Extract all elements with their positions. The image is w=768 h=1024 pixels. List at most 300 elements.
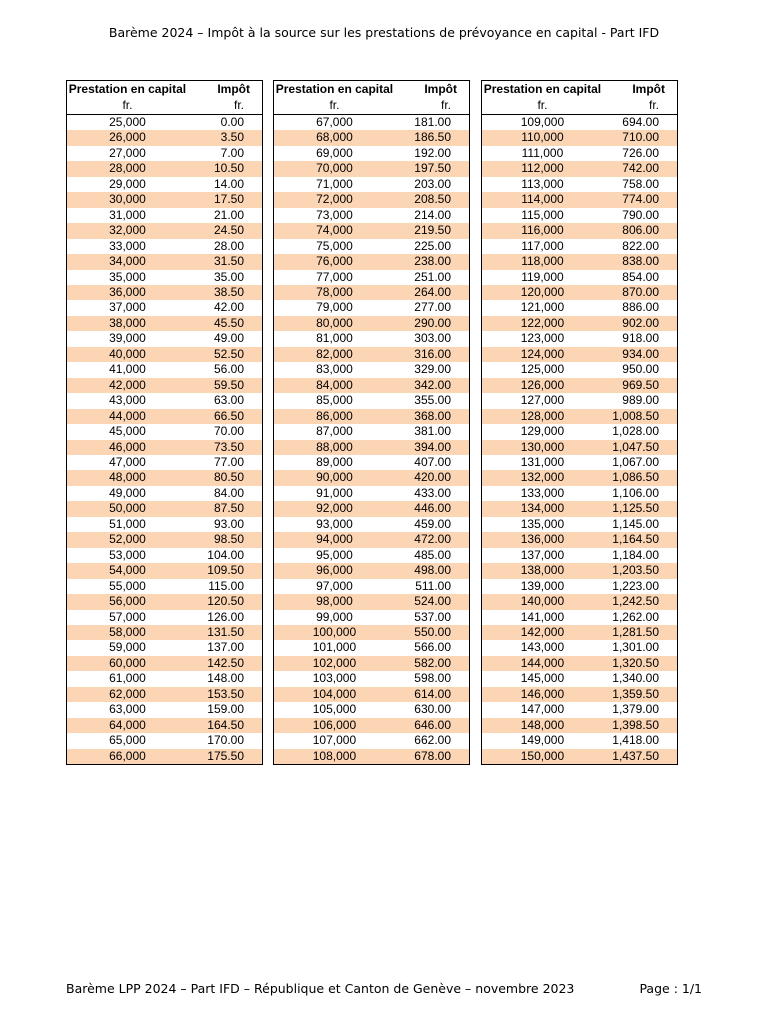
impot-cell: 662.00 xyxy=(414,733,451,748)
table-row xyxy=(482,409,677,424)
table-row xyxy=(482,300,677,315)
table-row xyxy=(274,517,469,532)
impot-cell: 790.00 xyxy=(622,207,659,222)
prestation-cell: 32,000 xyxy=(67,223,188,238)
table-row xyxy=(274,316,469,331)
impot-cell: 598.00 xyxy=(414,671,451,686)
impot-cell: 56.00 xyxy=(213,362,244,377)
table-row xyxy=(482,424,677,439)
table-row xyxy=(274,532,469,547)
prestation-cell: 104,000 xyxy=(274,687,395,702)
table-row xyxy=(67,130,262,145)
prestation-cell: 45,000 xyxy=(109,424,146,439)
table-row xyxy=(274,409,469,424)
impot-cell: 120.50 xyxy=(188,594,262,609)
table-row xyxy=(67,671,262,686)
impot-cell: 329.00 xyxy=(414,362,451,377)
table-row xyxy=(482,455,677,470)
table-row xyxy=(274,656,469,671)
prestation-cell: 90,000 xyxy=(274,470,395,485)
table-row xyxy=(482,517,677,532)
impot-cell: 420.00 xyxy=(395,470,469,485)
table-row xyxy=(67,223,262,238)
impot-cell: 38.50 xyxy=(188,285,262,300)
rate-table-3 xyxy=(481,80,678,765)
impot-cell: 264.00 xyxy=(395,285,469,300)
table-row xyxy=(67,146,262,161)
impot-cell: 21.00 xyxy=(213,207,244,222)
table-row xyxy=(67,161,262,176)
prestation-cell: 102,000 xyxy=(274,656,395,671)
impot-cell: 52.50 xyxy=(188,347,262,362)
prestation-cell: 87,000 xyxy=(316,424,353,439)
prestation-cell: 33,000 xyxy=(109,238,146,253)
prestation-cell: 126,000 xyxy=(482,378,603,393)
prestation-cell: 88,000 xyxy=(274,440,395,455)
impot-cell: 10.50 xyxy=(188,161,262,176)
table-row xyxy=(274,300,469,315)
impot-cell: 822.00 xyxy=(622,238,659,253)
impot-cell: 42.00 xyxy=(213,300,244,315)
impot-cell: 646.00 xyxy=(395,718,469,733)
prestation-cell: 43,000 xyxy=(109,393,146,408)
prestation-cell: 73,000 xyxy=(316,207,353,222)
impot-cell: 446.00 xyxy=(395,501,469,516)
table-unit-row xyxy=(482,97,677,115)
prestation-cell: 69,000 xyxy=(316,145,353,160)
impot-cell: 316.00 xyxy=(395,347,469,362)
prestation-cell: 125,000 xyxy=(520,362,565,377)
header-impot: Impôt xyxy=(424,82,457,96)
impot-cell: 164.50 xyxy=(188,718,262,733)
table-row xyxy=(274,749,469,764)
table-row xyxy=(67,254,262,269)
table-row xyxy=(67,594,262,609)
prestation-cell: 70,000 xyxy=(274,161,395,176)
impot-cell: 969.50 xyxy=(603,378,677,393)
table-row xyxy=(274,594,469,609)
impot-cell: 1,301.00 xyxy=(612,640,659,655)
impot-cell: 214.00 xyxy=(414,207,451,222)
impot-cell: 726.00 xyxy=(622,145,659,160)
impot-cell: 1,379.00 xyxy=(612,702,659,717)
prestation-cell: 79,000 xyxy=(316,300,353,315)
table-row xyxy=(67,115,262,131)
impot-cell: 1,086.50 xyxy=(603,470,677,485)
prestation-cell: 67,000 xyxy=(316,115,353,129)
prestation-cell: 105,000 xyxy=(312,702,357,717)
impot-cell: 433.00 xyxy=(414,485,451,500)
prestation-cell: 80,000 xyxy=(274,316,395,331)
impot-cell: 1,398.50 xyxy=(603,718,677,733)
impot-cell: 153.50 xyxy=(188,687,262,702)
table-unit-row xyxy=(67,97,262,115)
impot-cell: 459.00 xyxy=(414,516,451,531)
rate-table-1 xyxy=(66,80,263,765)
table-row xyxy=(274,671,469,686)
prestation-cell: 95,000 xyxy=(316,547,353,562)
impot-cell: 742.00 xyxy=(603,161,677,176)
table-row xyxy=(67,656,262,671)
table-row xyxy=(67,270,262,285)
prestation-cell: 52,000 xyxy=(67,532,188,547)
impot-cell: 838.00 xyxy=(603,254,677,269)
table-row xyxy=(274,640,469,655)
table-row xyxy=(482,610,677,625)
impot-cell: 137.00 xyxy=(207,640,244,655)
table-row xyxy=(274,285,469,300)
prestation-cell: 150,000 xyxy=(482,749,603,764)
table-row xyxy=(274,563,469,578)
prestation-cell: 116,000 xyxy=(482,223,603,238)
prestation-cell: 134,000 xyxy=(482,501,603,516)
table-row xyxy=(274,239,469,254)
prestation-cell: 36,000 xyxy=(67,285,188,300)
table-row xyxy=(482,470,677,485)
prestation-cell: 65,000 xyxy=(109,733,146,748)
prestation-cell: 136,000 xyxy=(482,532,603,547)
prestation-cell: 27,000 xyxy=(109,145,146,160)
prestation-cell: 58,000 xyxy=(67,625,188,640)
impot-cell: 381.00 xyxy=(414,424,451,439)
table-row xyxy=(482,548,677,563)
prestation-cell: 47,000 xyxy=(109,454,146,469)
table-row xyxy=(274,440,469,455)
impot-cell: 710.00 xyxy=(603,130,677,145)
table-row xyxy=(67,579,262,594)
unit-impot: fr. xyxy=(395,97,469,115)
impot-cell: 524.00 xyxy=(395,594,469,609)
impot-cell: 758.00 xyxy=(622,176,659,191)
impot-cell: 70.00 xyxy=(213,424,244,439)
table-row xyxy=(67,192,262,207)
impot-cell: 511.00 xyxy=(415,578,451,593)
prestation-cell: 26,000 xyxy=(67,130,188,145)
prestation-cell: 71,000 xyxy=(316,176,353,191)
table-row xyxy=(274,548,469,563)
impot-cell: 142.50 xyxy=(188,656,262,671)
prestation-cell: 63,000 xyxy=(109,702,146,717)
table-header-row xyxy=(67,81,262,97)
prestation-cell: 78,000 xyxy=(274,285,395,300)
table-row xyxy=(67,563,262,578)
impot-cell: 934.00 xyxy=(603,347,677,362)
table-row xyxy=(274,130,469,145)
header-impot: Impôt xyxy=(632,82,665,96)
table-row xyxy=(274,687,469,702)
prestation-cell: 82,000 xyxy=(274,347,395,362)
table-row xyxy=(482,733,677,748)
prestation-cell: 64,000 xyxy=(67,718,188,733)
prestation-cell: 117,000 xyxy=(521,238,564,253)
impot-cell: 80.50 xyxy=(188,470,262,485)
impot-cell: 126.00 xyxy=(207,609,244,624)
prestation-cell: 121,000 xyxy=(520,300,565,315)
prestation-cell: 131,000 xyxy=(520,454,565,469)
table-row xyxy=(67,687,262,702)
impot-cell: 3.50 xyxy=(188,130,262,145)
prestation-cell: 44,000 xyxy=(67,409,188,424)
table-row xyxy=(482,640,677,655)
prestation-cell: 66,000 xyxy=(67,749,188,764)
prestation-cell: 142,000 xyxy=(482,625,603,640)
table-row xyxy=(67,393,262,408)
prestation-cell: 74,000 xyxy=(274,223,395,238)
impot-cell: 225.00 xyxy=(414,238,451,253)
impot-cell: 566.00 xyxy=(414,640,451,655)
prestation-cell: 35,000 xyxy=(109,269,146,284)
table-row xyxy=(274,718,469,733)
table-row xyxy=(482,192,677,207)
table-row xyxy=(274,625,469,640)
table-row xyxy=(482,671,677,686)
impot-cell: 1,437.50 xyxy=(603,749,677,764)
table-row xyxy=(274,347,469,362)
prestation-cell: 110,000 xyxy=(482,130,603,145)
impot-cell: 1,125.50 xyxy=(603,501,677,516)
table-row xyxy=(67,486,262,501)
prestation-cell: 97,000 xyxy=(316,578,353,593)
table-row xyxy=(482,270,677,285)
unit-prestation: fr. xyxy=(274,97,395,115)
table-row xyxy=(482,702,677,717)
impot-cell: 870.00 xyxy=(603,285,677,300)
impot-cell: 1,067.00 xyxy=(612,454,659,469)
prestation-cell: 101,000 xyxy=(312,640,357,655)
prestation-cell: 93,000 xyxy=(316,516,353,531)
prestation-cell: 49,000 xyxy=(109,485,146,500)
prestation-cell: 103,000 xyxy=(312,671,357,686)
table-row xyxy=(482,331,677,346)
impot-cell: 0.00 xyxy=(220,115,244,129)
impot-cell: 537.00 xyxy=(414,609,451,624)
table-row xyxy=(274,486,469,501)
table-row xyxy=(274,579,469,594)
impot-cell: 1,359.50 xyxy=(603,687,677,702)
prestation-cell: 38,000 xyxy=(67,316,188,331)
impot-cell: 219.50 xyxy=(395,223,469,238)
table-row xyxy=(67,517,262,532)
table-row xyxy=(274,115,469,131)
prestation-cell: 75,000 xyxy=(316,238,353,253)
impot-cell: 1,164.50 xyxy=(603,532,677,547)
prestation-cell: 106,000 xyxy=(274,718,395,733)
table-row xyxy=(67,625,262,640)
prestation-cell: 92,000 xyxy=(274,501,395,516)
impot-cell: 31.50 xyxy=(188,254,262,269)
impot-cell: 950.00 xyxy=(622,362,659,377)
table-row xyxy=(67,640,262,655)
impot-cell: 902.00 xyxy=(603,316,677,331)
table-row xyxy=(482,749,677,764)
table-row xyxy=(67,610,262,625)
table-row xyxy=(482,563,677,578)
prestation-cell: 57,000 xyxy=(109,609,146,624)
impot-cell: 355.00 xyxy=(414,393,451,408)
prestation-cell: 31,000 xyxy=(109,207,146,222)
table-row xyxy=(482,532,677,547)
table-row xyxy=(67,378,262,393)
table-row xyxy=(274,610,469,625)
table-row xyxy=(482,347,677,362)
impot-cell: 1,008.50 xyxy=(603,409,677,424)
impot-cell: 28.00 xyxy=(213,238,244,253)
unit-prestation: fr. xyxy=(482,97,603,115)
prestation-cell: 123,000 xyxy=(520,331,565,346)
table-row xyxy=(482,579,677,594)
table-row xyxy=(482,378,677,393)
prestation-cell: 42,000 xyxy=(67,378,188,393)
table-row xyxy=(482,718,677,733)
table-row xyxy=(482,486,677,501)
prestation-cell: 99,000 xyxy=(316,609,353,624)
table-row xyxy=(274,455,469,470)
prestation-cell: 59,000 xyxy=(109,640,146,655)
prestation-cell: 39,000 xyxy=(109,331,146,346)
impot-cell: 582.00 xyxy=(395,656,469,671)
impot-cell: 63.00 xyxy=(213,393,244,408)
prestation-cell: 56,000 xyxy=(67,594,188,609)
table-row xyxy=(67,548,262,563)
prestation-cell: 120,000 xyxy=(482,285,603,300)
impot-cell: 694.00 xyxy=(622,115,659,129)
prestation-cell: 84,000 xyxy=(274,378,395,393)
impot-cell: 630.00 xyxy=(414,702,451,717)
prestation-cell: 98,000 xyxy=(274,594,395,609)
impot-cell: 854.00 xyxy=(622,269,659,284)
table-row xyxy=(274,177,469,192)
table-row xyxy=(482,687,677,702)
impot-cell: 186.50 xyxy=(395,130,469,145)
prestation-cell: 115,000 xyxy=(521,207,564,222)
impot-cell: 84.00 xyxy=(213,485,244,500)
table-row xyxy=(67,733,262,748)
table-row xyxy=(482,594,677,609)
table-row xyxy=(67,749,262,764)
prestation-cell: 141,000 xyxy=(520,609,565,624)
impot-cell: 1,145.00 xyxy=(612,516,659,531)
page-title: Barème 2024 – Impôt à la source sur les prestations de prévoyance en capital - Part IFD xyxy=(108,25,660,40)
prestation-cell: 143,000 xyxy=(520,640,565,655)
prestation-cell: 94,000 xyxy=(274,532,395,547)
impot-cell: 148.00 xyxy=(207,671,244,686)
prestation-cell: 139,000 xyxy=(520,578,565,593)
prestation-cell: 129,000 xyxy=(520,424,565,439)
impot-cell: 35.00 xyxy=(213,269,244,284)
prestation-cell: 118,000 xyxy=(482,254,603,269)
impot-cell: 170.00 xyxy=(207,733,244,748)
prestation-cell: 124,000 xyxy=(482,347,603,362)
impot-cell: 918.00 xyxy=(622,331,659,346)
table-row xyxy=(67,718,262,733)
impot-cell: 407.00 xyxy=(414,454,451,469)
impot-cell: 277.00 xyxy=(414,300,451,315)
impot-cell: 17.50 xyxy=(188,192,262,207)
table-row xyxy=(274,146,469,161)
prestation-cell: 130,000 xyxy=(482,440,603,455)
table-row xyxy=(274,208,469,223)
impot-cell: 806.00 xyxy=(603,223,677,238)
impot-cell: 342.00 xyxy=(395,378,469,393)
table-row xyxy=(482,393,677,408)
impot-cell: 550.00 xyxy=(395,625,469,640)
impot-cell: 989.00 xyxy=(622,393,659,408)
table-row xyxy=(482,285,677,300)
impot-cell: 208.50 xyxy=(395,192,469,207)
table-row xyxy=(482,161,677,176)
prestation-cell: 138,000 xyxy=(482,563,603,578)
impot-cell: 109.50 xyxy=(188,563,262,578)
table-row xyxy=(67,470,262,485)
impot-cell: 175.50 xyxy=(188,749,262,764)
table-row xyxy=(67,424,262,439)
impot-cell: 192.00 xyxy=(414,145,451,160)
table-row xyxy=(482,115,677,131)
prestation-cell: 132,000 xyxy=(482,470,603,485)
table-row xyxy=(274,362,469,377)
prestation-cell: 28,000 xyxy=(67,161,188,176)
header-prestation: Prestation en capital xyxy=(68,82,187,96)
table-row xyxy=(482,130,677,145)
table-row xyxy=(67,239,262,254)
table-row xyxy=(482,177,677,192)
table-row xyxy=(274,270,469,285)
prestation-cell: 81,000 xyxy=(316,331,353,346)
impot-cell: 1,106.00 xyxy=(612,485,659,500)
impot-cell: 115.00 xyxy=(208,578,244,593)
prestation-cell: 41,000 xyxy=(109,362,146,377)
table-row xyxy=(274,501,469,516)
header-prestation: Prestation en capital xyxy=(275,82,394,96)
footer-text: Barème LPP 2024 – Part IFD – République et Canton de Genève – novembre 2023 xyxy=(66,981,575,996)
impot-cell: 290.00 xyxy=(395,316,469,331)
impot-cell: 14.00 xyxy=(213,176,244,191)
prestation-cell: 40,000 xyxy=(67,347,188,362)
impot-cell: 159.00 xyxy=(207,702,244,717)
prestation-cell: 61,000 xyxy=(109,671,146,686)
prestation-cell: 54,000 xyxy=(67,563,188,578)
table-row xyxy=(67,177,262,192)
table-row xyxy=(67,702,262,717)
impot-cell: 485.00 xyxy=(414,547,451,562)
table-row xyxy=(482,440,677,455)
table-row xyxy=(482,316,677,331)
prestation-cell: 147,000 xyxy=(520,702,565,717)
prestation-cell: 109,000 xyxy=(520,115,565,129)
table-row xyxy=(67,532,262,547)
table-row xyxy=(67,208,262,223)
header-prestation: Prestation en capital xyxy=(483,82,602,96)
impot-cell: 1,418.00 xyxy=(612,733,659,748)
impot-cell: 368.00 xyxy=(395,409,469,424)
prestation-cell: 133,000 xyxy=(520,485,565,500)
table-row xyxy=(482,254,677,269)
impot-cell: 1,184.00 xyxy=(612,547,659,562)
prestation-cell: 34,000 xyxy=(67,254,188,269)
impot-cell: 1,320.50 xyxy=(603,656,677,671)
impot-cell: 251.00 xyxy=(414,269,451,284)
prestation-cell: 50,000 xyxy=(67,501,188,516)
table-row xyxy=(274,733,469,748)
prestation-cell: 25,000 xyxy=(109,115,146,129)
impot-cell: 45.50 xyxy=(188,316,262,331)
table-row xyxy=(274,393,469,408)
prestation-cell: 146,000 xyxy=(482,687,603,702)
prestation-cell: 91,000 xyxy=(316,485,353,500)
table-row xyxy=(482,362,677,377)
impot-cell: 1,242.50 xyxy=(603,594,677,609)
rate-table-2 xyxy=(273,80,470,765)
